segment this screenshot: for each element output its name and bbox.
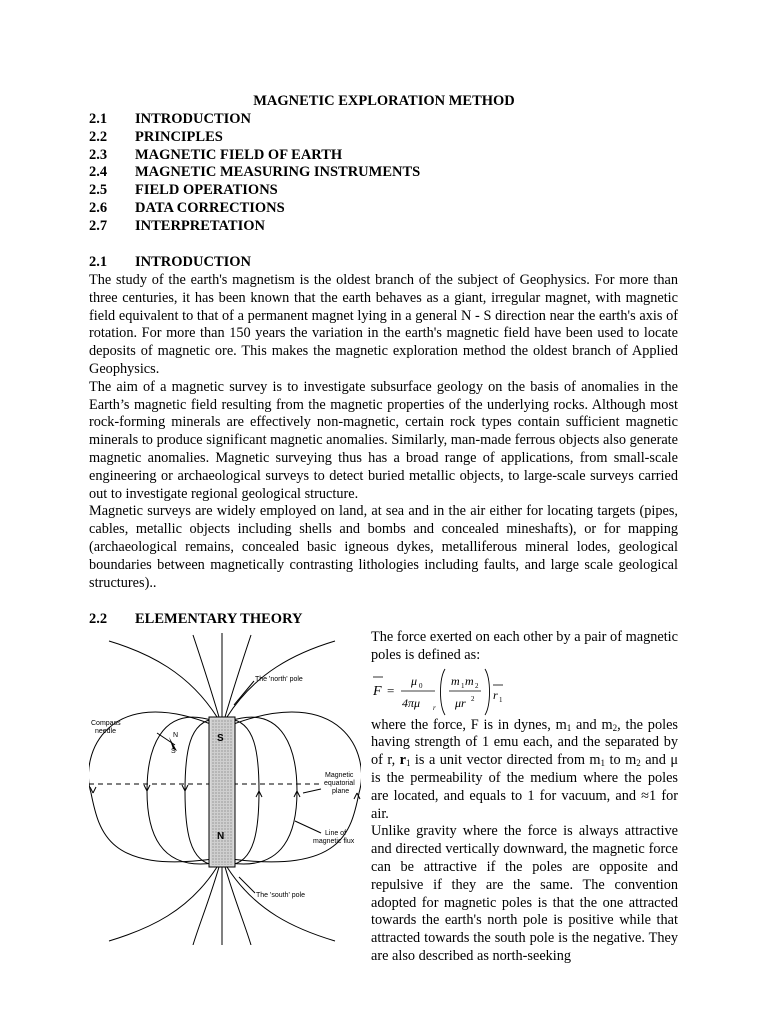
table-of-contents [89,111,420,236]
subscript: 2 [612,722,618,733]
toc-row [89,182,420,200]
toc-number: 2.5 [89,182,108,199]
north-pole-label: The 'north' pole [255,676,303,683]
subscript: 1 [405,758,411,769]
toc-number: 2.7 [89,217,108,234]
subscript: 1 [600,758,606,769]
formula-m1-sub: 1 [461,681,465,690]
formula-m2-sub: 2 [475,681,479,690]
section-number: 2.1 [89,254,108,270]
needle-s-label: S [171,748,176,755]
magnet-s-label: S [217,733,224,744]
formula-mur: μr [455,695,466,710]
formula-lhs: F [373,683,382,699]
needle-n-label: N [173,732,179,739]
toc-row [89,164,420,182]
section-title: INTRODUCTION [135,254,252,270]
paragraph: The aim of a magnetic survey is to investigate subsurface geology on the basis of anomalies in the Earth’s magnetic field resulting from the magnetic properties of the underlying rocks. Although most rock-forming minerals are effectively non-magnetic, certain rock types contain sufficient magnetic minerals to produce significant magnetic anomalies. Similarly, man-made ferrous objects also generate magnetic anomalies. Magnetic surveying thus has a broad range of applications, from small-scale engineering or archaeological surveys to detect buried metallic objects, to large-scale surveys carried out to investigate regional geological structure. [89,378,678,502]
formula-4pimu-sub: r [433,703,436,712]
equatorial-label-line2: equatorial [324,780,355,787]
south-pole-label: The 'south' pole [256,892,305,899]
introduction-body [89,272,678,592]
toc-label: PRINCIPLES [135,128,223,145]
toc-number: 2.1 [89,111,108,127]
formula-mu: μ [411,673,418,688]
flux-label-line2: magnetic flux [313,838,355,845]
toc-row [89,129,420,147]
compass-label-line1: Compass [91,720,121,727]
bar-magnet-field-figure [89,633,361,945]
toc-number: 2.3 [89,146,108,163]
subscript: 1 [566,722,572,733]
toc-label: MAGNETIC FIELD OF EARTH [135,146,343,163]
section-heading-introduction [89,254,251,271]
formula-r-vector-sub: 1 [499,695,503,704]
paragraph: The force exerted on each other by a pair of magnetic poles is defined as: [371,629,678,663]
toc-label: FIELD OPERATIONS [135,182,278,199]
document-title: MAGNETIC EXPLORATION METHOD [253,93,515,109]
formula-mu-sub: 0 [419,681,423,690]
definition-text: where the force, F is in dynes, m [371,716,567,733]
magnet-n-label: N [217,831,225,842]
section-heading-elementary-theory [89,611,303,628]
formula-m2: m [465,673,474,688]
paragraph: Magnetic surveys are widely employed on land, at sea and in the air either for locating targets (pipes, cables, metallic objects including shells and bombs and concealed mineshafts), or for mapping (archaeological remains, concealed basic igneous dykes, metalliferous mineral lodes, geological boundaries between magnetically contrasting lithologies including faults, and large scale geological structures).. [89,503,678,591]
toc-row [89,147,420,165]
bold-r: r [399,752,406,769]
subscript: 2 [636,758,641,769]
toc-label: INTRODUCTION [135,111,252,127]
formula-equals: = [387,682,395,698]
toc-label: INTERPRETATION [135,217,265,234]
definition-text: to m [605,752,637,769]
section-number: 2.2 [89,611,108,627]
compass-label-line2: needle [95,728,117,735]
flux-label-line1: Line of [325,830,347,837]
toc-number: 2.6 [89,199,108,216]
toc-row [89,111,420,129]
definition-text: and m [571,716,613,733]
formula-r-squared: 2 [471,694,475,703]
elementary-theory-text [371,629,678,966]
formula-r-vector: r [493,687,498,702]
toc-number: 2.2 [89,128,108,145]
toc-row [89,218,420,236]
equatorial-label-line3: plane [332,788,350,795]
definition-text: is a unit vector directed from m [410,752,601,769]
formula-4pimu: 4πμ [402,695,421,710]
paragraph: The study of the earth's magnetism is the oldest branch of the subject of Geophysics. For more than three centuries, it has been known that the earth behaves as a giant, irregular magnet, with magnetic field equivalent to that of a permanent magnet lying in a general N - S direction near the earth's axis of rotation. For more than 150 years the variation in the earth's magnetic field have been used to locate deposits of magnetic ore. This makes the magnetic exploration method the oldest branch of Applied Geophysics. [89,272,678,377]
toc-label: DATA CORRECTIONS [135,199,285,216]
section-title: ELEMENTARY THEORY [135,611,303,627]
equatorial-label-line1: Magnetic [325,772,354,779]
formula-graphic [371,665,511,717]
toc-label: MAGNETIC MEASURING INSTRUMENTS [135,164,421,181]
toc-row [89,200,420,218]
toc-number: 2.4 [89,164,108,181]
formula-definition [371,717,678,824]
definition-text: , the poles having strength of 1 emu each, and the separated by of r, [371,716,678,769]
definition-text: and μ is the permeability of the medium where the poles are located, and equals to 1 for vacuum, and ≈1 for air. [371,752,678,822]
bar-magnet-diagram [89,633,361,945]
force-formula [371,665,678,717]
formula-m1: m [451,673,460,688]
paragraph: Unlike gravity where the force is always attractive and directed vertically downward, the magnetic force can be attractive if the poles are opposite and repulsive if they are the same. The convention adopted for magnetic poles is that the one attracted towards the earth's north pole is positive while that attracted towards the south pole is the negative. They are also described as north-seeking [371,823,678,964]
